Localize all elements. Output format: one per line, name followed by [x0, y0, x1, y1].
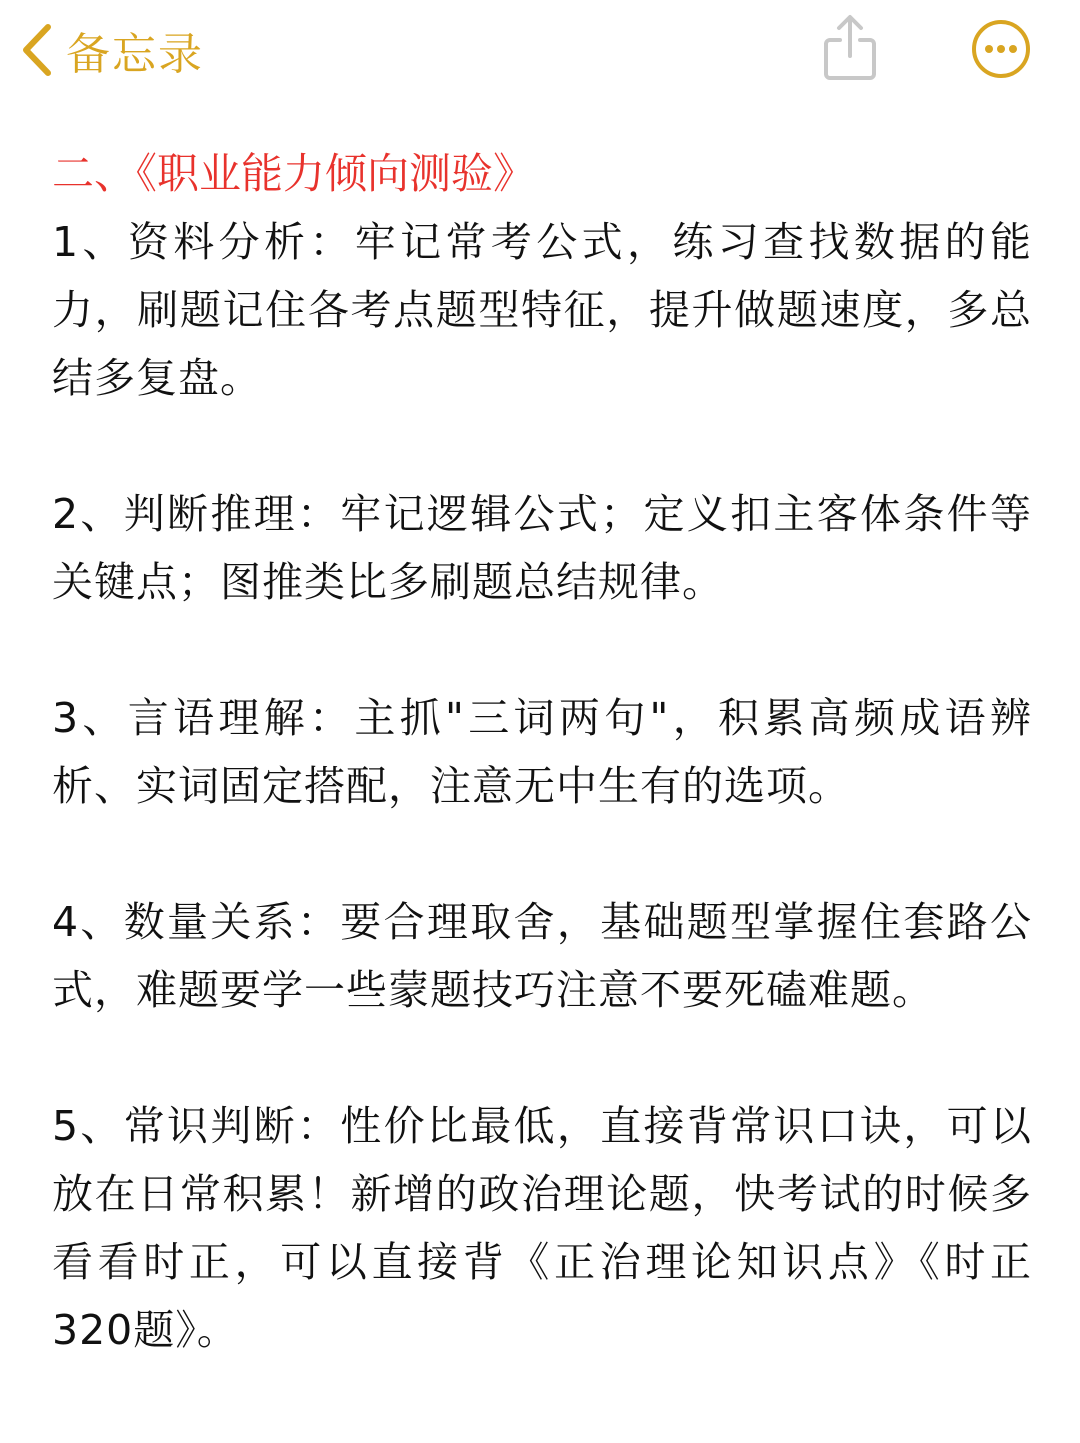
share-button[interactable] — [820, 12, 880, 84]
note-paragraph-3: 3、言语理解：主抓"三词两句"，积累高频成语辨析、实词固定搭配，注意无中生有的选项。 — [52, 694, 1032, 810]
note-paragraph-4: 4、数量关系：要合理取舍，基础题型掌握住套路公式，难题要学一些蒙题技巧注意不要死磕难题。 — [52, 898, 1032, 1014]
navigation-bar — [0, 0, 1080, 110]
back-button[interactable] — [20, 18, 204, 82]
share-icon — [820, 69, 880, 88]
note-paragraph-5: 5、常识判断：性价比最低，直接背常识口诀，可以放在日常积累！新增的政治理论题，快考试的时候多看看时正，可以直接背《正治理论知识点》《时正320题》。 — [52, 1102, 1032, 1354]
more-icon — [970, 65, 1032, 84]
back-label: 备忘录 — [66, 29, 204, 80]
note-paragraph-2: 2、判断推理：牢记逻辑公式；定义扣主客体条件等关键点；图推类比多刷题总结规律。 — [52, 490, 1032, 606]
chevron-left-icon — [20, 23, 54, 77]
note-heading: 二、《职业能力倾向测验》 — [52, 149, 536, 198]
note-paragraph-1: 1、资料分析：牢记常考公式，练习查找数据的能力，刷题记住各考点题型特征，提升做题速度，多总结多复盘。 — [52, 218, 1032, 402]
more-options-button[interactable] — [970, 18, 1032, 80]
note-body[interactable] — [52, 140, 1032, 1364]
